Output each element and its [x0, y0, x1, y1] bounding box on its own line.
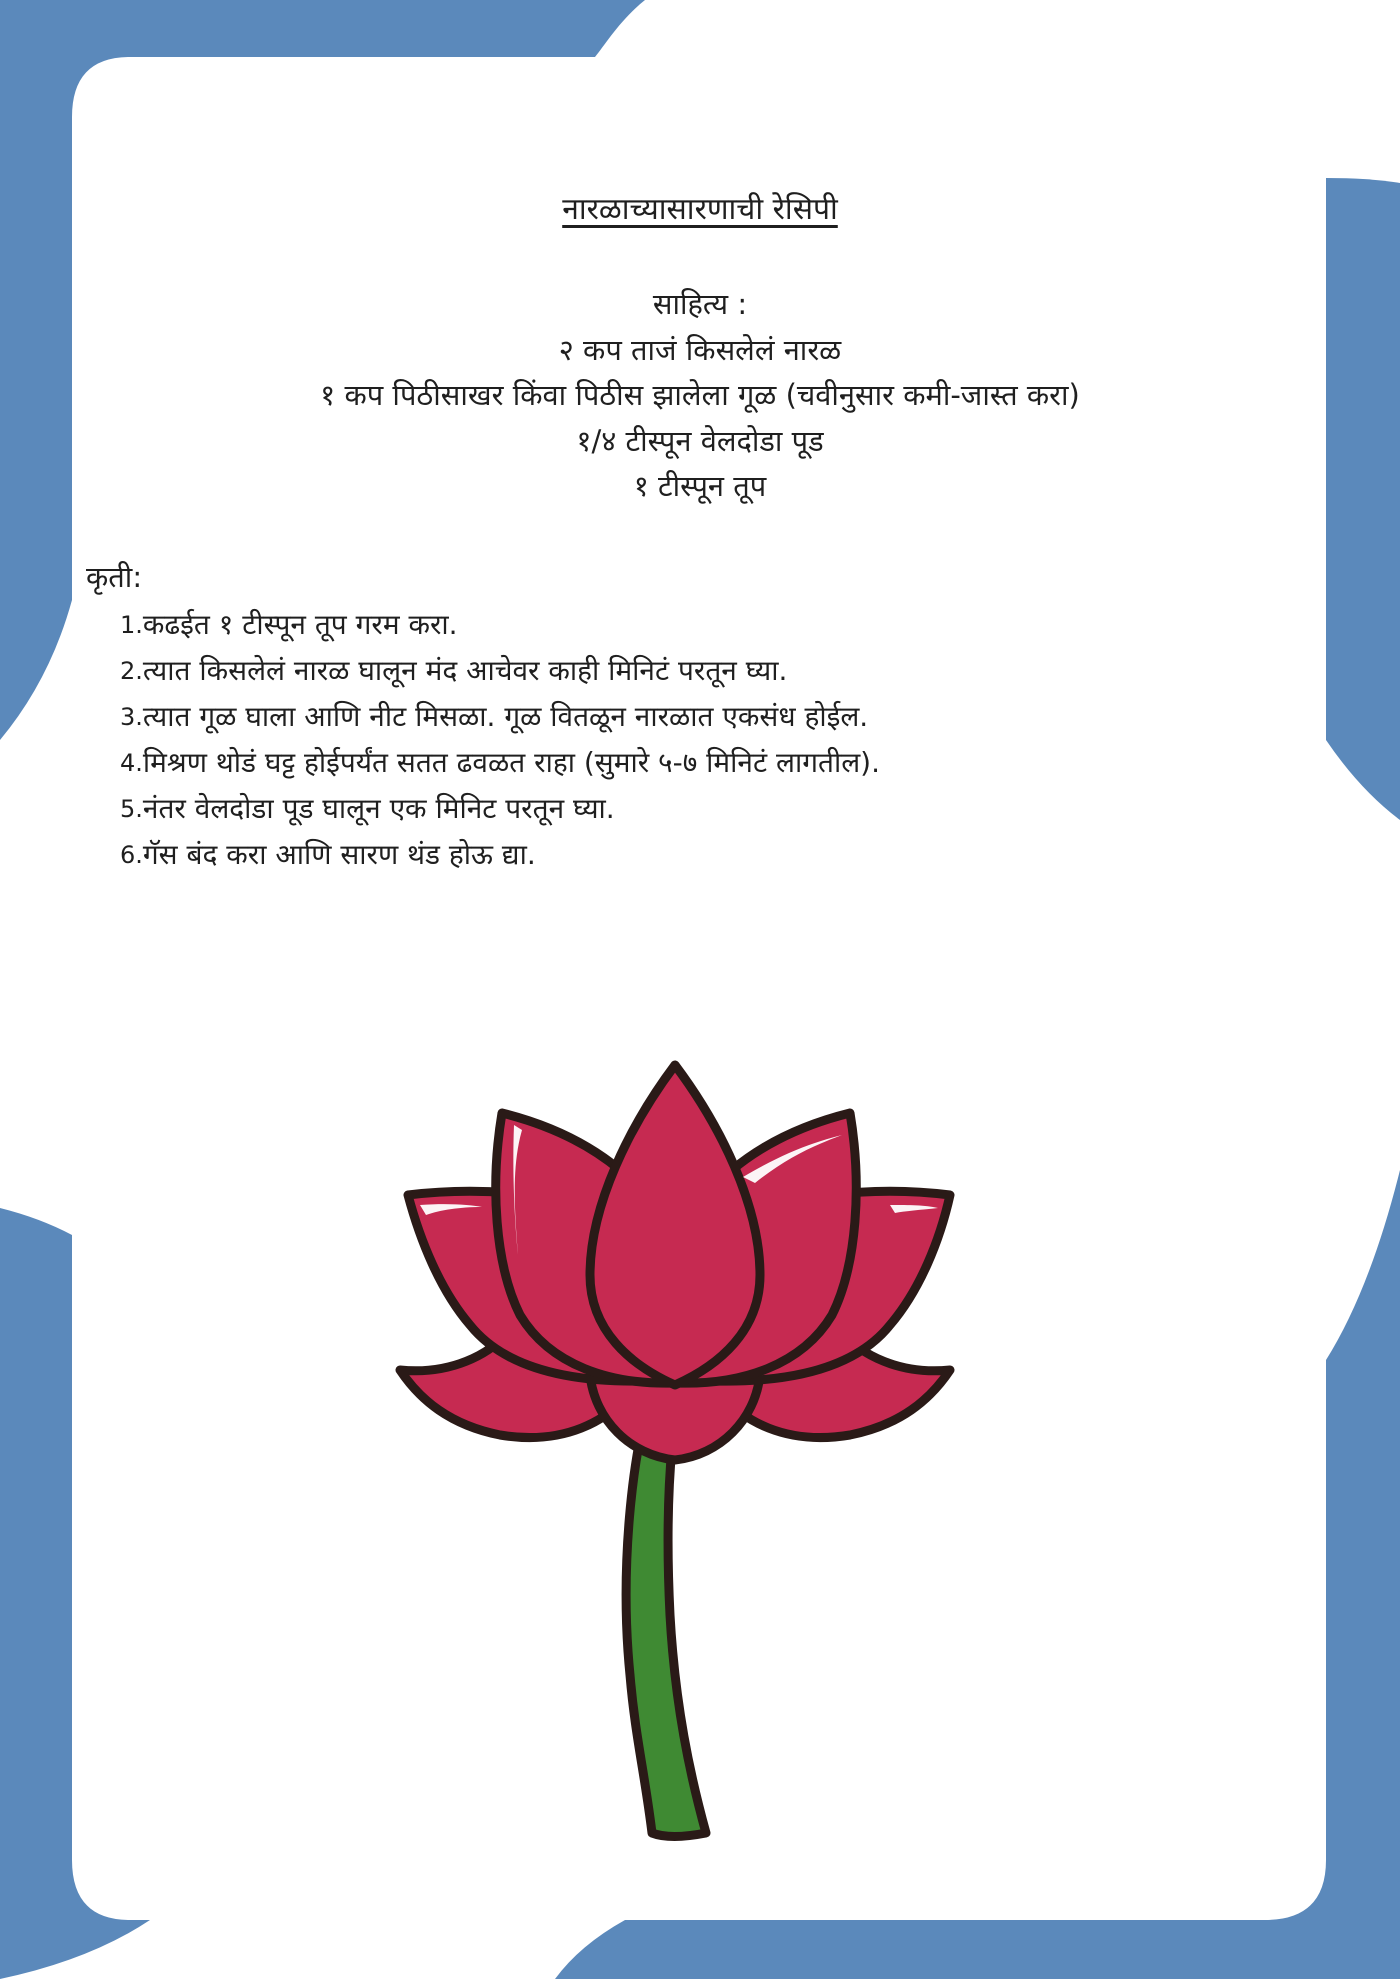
ingredients-heading: साहित्य :: [652, 287, 748, 321]
ingredient-item: १ टीस्पून तूप: [633, 469, 767, 503]
blue-frame-bottom-left: [0, 1208, 150, 1979]
step-text: नंतर वेलदोडा पूड घालून एक मिनिट परतून घ्या.: [142, 792, 615, 825]
step-text: त्यात किसलेलं नारळ घालून मंद आचेवर काही मिनिटं परतून घ्या.: [142, 654, 788, 687]
step-text: मिश्रण थोडं घट्ट होईपर्यंत सतत ढवळत राहा (सुमारे ५-७ मिनिटं लागतील).: [142, 746, 881, 779]
step-number: 2.: [120, 657, 143, 685]
step-item: [120, 786, 880, 832]
ingredient-item: १ कप पिठीसाखर किंवा पिठीस झालेला गूळ (चवीनुसार कमी-जास्त करा): [320, 378, 1080, 412]
ingredient-item: १/४ टीस्पून वेलदोडा पूड: [576, 423, 824, 458]
recipe-title: नारळाच्यासारणाची रेसिपी: [562, 192, 838, 227]
lotus-petal-center: [590, 1065, 760, 1385]
steps-heading: कृती:: [86, 560, 143, 594]
step-item: [120, 648, 880, 694]
step-item: [120, 832, 880, 878]
step-number: 6.: [120, 841, 143, 869]
step-item: [120, 740, 880, 786]
step-item: [120, 602, 880, 648]
lotus-flower-icon: [390, 1055, 970, 1845]
step-number: 3.: [120, 703, 143, 731]
step-number: 1.: [120, 611, 143, 639]
step-number: 5.: [120, 795, 143, 823]
ingredient-item: २ कप ताजं किसलेलं नारळ: [558, 332, 842, 367]
step-item: [120, 694, 880, 740]
ingredients-section: [0, 282, 1400, 510]
step-text: गॅस बंद करा आणि सारण थंड होऊ द्या.: [142, 838, 536, 871]
step-text: त्यात गूळ घाला आणि नीट मिसळा. गूळ वितळून नारळात एकसंध होईल.: [142, 700, 869, 733]
steps-list: [120, 602, 880, 878]
step-text: कढईत १ टीस्पून तूप गरम करा.: [142, 608, 458, 641]
step-number: 4.: [120, 749, 143, 777]
